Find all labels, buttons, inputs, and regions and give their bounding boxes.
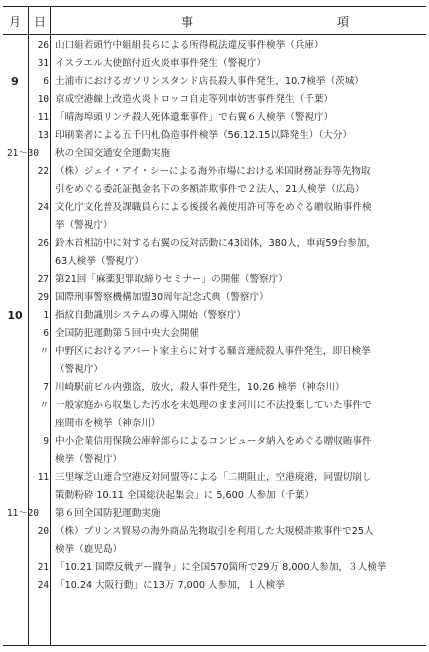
day-cell: 21～30 [7,148,39,159]
table-row [3,199,426,235]
day-header: 日 [34,15,49,29]
table-row [3,37,426,55]
event-cell: 一般家庭から収集した汚水を未処理のまま河川に不法投棄していた事件で 座間市を検挙（神奈川） [55,400,372,429]
day-cell: 〃 [39,346,49,357]
event-cell: 「10.24 大阪行動」に13万 7,000 人参加，１人検挙 [55,580,285,591]
event-cell: 三里塚芝山連合空港反対同盟等による「二期阻止，空港廃港，同盟切崩し 策動粉砕 10.11 全国総決起集会」に 5,600 人参加（千葉） [55,472,372,501]
table-row [3,145,426,163]
day-cell: 11 [37,472,49,483]
day-cell: 31 [37,58,49,69]
day-cell: 6 [43,328,49,339]
day-cell: 6 [43,76,49,87]
day-cell: 22 [37,166,49,177]
table-row [3,127,426,145]
table-row [3,109,426,127]
event-header: 事 [181,15,196,29]
day-cell: 21 [37,562,49,573]
table-row [3,343,426,379]
event-cell: イスラエル大使館付近火炎車事件発生（警視庁） [55,58,266,69]
table-row [3,469,426,505]
day-cell: 7 [43,382,49,393]
month-cell: 9 [11,75,19,88]
day-cell: 24 [37,580,49,591]
event-cell: 印刷業者による五千円札偽造事件検挙（56.12.15以降発生）（大分） [55,130,352,141]
month-header: 月 [9,15,24,29]
event-cell: 中小企業信用保険公庫幹部らによるコンピュータ納入をめぐる贈収賄事件 検挙（警視庁） [55,436,372,465]
table-row [3,379,426,397]
table-row [3,307,426,325]
table-row [3,397,426,433]
table-row [3,55,426,73]
event-cell: 全国防犯運動第５回中央大会開催 [55,328,199,339]
event-cell: 国際刑事警察機構加盟30周年記念式典（警察庁） [55,292,269,303]
table-row [3,577,426,595]
chronology-table [3,6,426,646]
table-row [3,289,426,307]
table-row [3,91,426,109]
event-cell: 秋の全国交通安全運動実施 [55,148,171,159]
table-body [3,37,426,595]
day-cell: 9 [43,436,49,447]
day-cell: 11～20 [7,508,39,519]
table-row [3,433,426,469]
event-cell: 第６回全国防犯運動実施 [55,508,161,519]
day-cell: 1 [43,310,49,321]
event-cell: 川崎駅前ビル内強盗，放火，殺人事件発生，10.26 検挙（神奈川） [55,382,345,393]
table-row [3,523,426,559]
item-header: 項 [337,15,352,29]
month-cell: 10 [7,309,23,322]
day-cell: 29 [37,292,49,303]
day-cell: 26 [37,40,49,51]
day-cell: 20 [37,526,49,537]
event-cell: 「10.21 国際反戦デー闘争」に全国570箇所で29万 8,000人参加，３人検挙 [55,562,387,573]
table-row [3,73,426,91]
table-row [3,235,426,271]
event-cell: （株）ジェイ・アイ・シーによる海外市場における米国財務証券等先物取 引をめぐる委託証拠金名下の多額詐欺事件で２法人，21人検挙（広島） [55,166,371,195]
event-cell: 山口組若頭竹中組組長らによる所得税法違反事件検挙（兵庫） [55,40,324,51]
day-cell: 27 [37,274,49,285]
table-row [3,271,426,289]
day-cell: 10 [37,94,49,105]
event-cell: 中野区におけるアパート家主らに対する騒音連続殺人事件発生，即日検挙 （警視庁） [55,346,371,375]
event-cell: 第21回「麻薬犯罪取締りセミナー」の開催（警察庁） [55,274,288,285]
event-cell: 文化庁文化普及課職員らによる後援名義使用許可等をめぐる贈収賄事件検 挙（警視庁） [55,202,372,231]
event-cell: 京成空港線上改造火炎トロッコ自走等列車妨害事件発生（千葉） [55,94,334,105]
event-cell: 「晴海埠頭リンチ殺人死体遺棄事件」で右翼６人検挙（警視庁） [55,112,334,123]
day-cell: 〃 [39,400,49,411]
table-row [3,325,426,343]
event-cell: 指紋自動識別システムの導入開始（警察庁） [55,310,246,321]
event-cell: 鈴木首相訪中に対する右翼の反対活動に43団体，380人，車両59台参加， 63人検挙（警視庁） [55,238,376,267]
day-cell: 24 [37,202,49,213]
day-cell: 11 [37,112,49,123]
event-cell: 土浦市におけるガソリンスタンド店長殺人事件発生，10.7検挙（茨城） [55,76,364,87]
day-cell: 13 [37,130,49,141]
table-row [3,559,426,577]
event-cell: （株）プリンス貿易の海外商品先物取引を利用した大規模詐欺事件で25人 検挙（鹿児島） [55,526,374,555]
table-row [3,163,426,199]
table-header [3,7,426,35]
table-row [3,505,426,523]
day-cell: 26 [37,238,49,249]
